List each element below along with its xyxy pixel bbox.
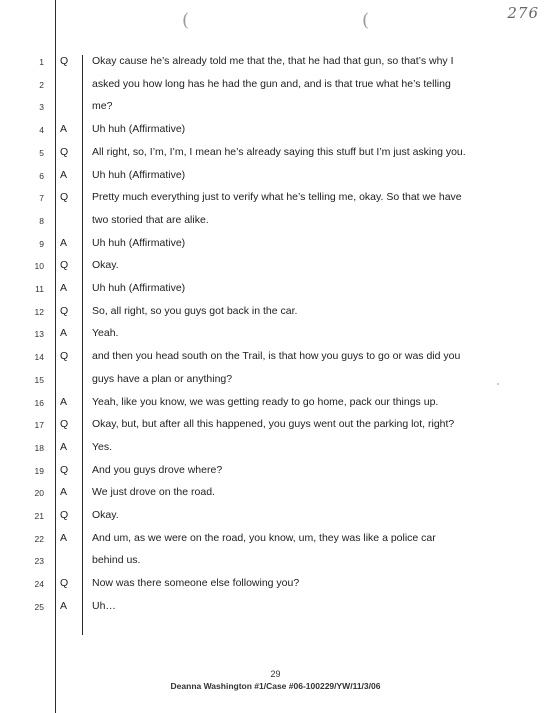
line-number: 21 bbox=[34, 511, 44, 521]
line-number: 18 bbox=[34, 442, 44, 453]
transcript-line bbox=[0, 325, 551, 347]
transcript-line bbox=[0, 257, 551, 279]
line-number: 7 bbox=[39, 193, 44, 204]
transcript-line bbox=[0, 144, 551, 166]
speaker-label: Q bbox=[60, 304, 69, 317]
line-text: Uh… bbox=[92, 599, 116, 612]
transcript-line bbox=[0, 575, 551, 597]
scan-mark: ( bbox=[362, 10, 370, 31]
line-number: 8 bbox=[39, 215, 44, 226]
transcript-line bbox=[0, 394, 551, 416]
transcript-line bbox=[0, 439, 551, 461]
speaker-label: A bbox=[60, 440, 68, 453]
line-text: Yeah. bbox=[92, 327, 119, 340]
transcript-line bbox=[0, 598, 551, 620]
transcript-line bbox=[0, 371, 551, 393]
line-number: 6 bbox=[39, 170, 44, 181]
line-number: 17 bbox=[34, 420, 44, 431]
transcript-line bbox=[0, 348, 551, 370]
transcript-line bbox=[0, 189, 551, 211]
line-text: Okay, but, but after all this happened, you guys went out the parking lot, right? bbox=[92, 418, 455, 431]
transcript-line bbox=[0, 98, 551, 120]
speaker-label: Q bbox=[60, 577, 69, 590]
line-text: Uh huh (Affirmative) bbox=[92, 168, 186, 181]
line-text: Okay. bbox=[92, 509, 119, 521]
line-text: Okay cause he’s already told me that the, that he had that gun, so that’s why I bbox=[92, 55, 454, 67]
line-number: 16 bbox=[34, 397, 44, 408]
line-number: 23 bbox=[34, 556, 44, 567]
speaker-label: A bbox=[60, 531, 68, 544]
speaker-label: Q bbox=[60, 55, 69, 67]
line-number: 14 bbox=[34, 352, 44, 363]
transcript-line bbox=[0, 484, 551, 506]
line-text: Yes. bbox=[92, 440, 113, 453]
speaker-label: A bbox=[60, 168, 68, 181]
speaker-label: A bbox=[60, 395, 68, 408]
line-text: Now was there someone else following you? bbox=[92, 577, 300, 590]
line-number: 11 bbox=[35, 284, 44, 294]
line-number: 19 bbox=[34, 465, 44, 476]
line-number: 3 bbox=[39, 102, 44, 113]
transcript-line bbox=[0, 76, 551, 98]
line-number: 20 bbox=[34, 488, 44, 499]
transcript-line bbox=[0, 416, 551, 438]
line-text: Uh huh (Affirmative) bbox=[92, 123, 186, 136]
line-text: All right, so, I’m, I’m, I mean he’s already saying this stuff but I’m just asking you. bbox=[92, 145, 466, 158]
speaker-label: A bbox=[60, 327, 68, 340]
line-text: behind us. bbox=[92, 554, 141, 567]
speaker-label: Q bbox=[60, 259, 69, 272]
transcript-line bbox=[0, 212, 551, 234]
speaker-label: Q bbox=[60, 191, 69, 204]
line-number: 12 bbox=[34, 306, 44, 317]
scan-speck bbox=[497, 383, 499, 385]
line-text: me? bbox=[92, 100, 113, 113]
line-text: Pretty much everything just to verify what he’s telling me, okay. So that we have bbox=[92, 191, 462, 204]
footer-page-number: 29 bbox=[270, 669, 281, 679]
speaker-label: A bbox=[60, 486, 68, 499]
line-text: And you guys drove where? bbox=[92, 463, 223, 476]
transcript-line bbox=[0, 121, 551, 143]
line-number: 22 bbox=[34, 533, 44, 544]
line-text: two storied that are alike. bbox=[92, 213, 209, 226]
line-number: 24 bbox=[34, 579, 44, 590]
line-text: Yeah, like you know, we was getting ready to go home, pack our things up. bbox=[92, 395, 439, 408]
line-number: 2 bbox=[39, 79, 44, 90]
line-number: 5 bbox=[39, 147, 44, 158]
line-number: 4 bbox=[39, 125, 44, 136]
line-number: 10 bbox=[34, 261, 44, 272]
speaker-label: A bbox=[60, 236, 68, 249]
line-text: And um, as we were on the road, you know, um, they was like a police car bbox=[92, 531, 436, 544]
line-text: asked you how long has he had the gun and, and is that true what he’s telling bbox=[92, 77, 451, 90]
speaker-label: Q bbox=[60, 350, 69, 363]
line-text: guys have a plan or anything? bbox=[92, 372, 233, 385]
handwritten-page-number: 276 bbox=[507, 4, 539, 22]
line-text: So, all right, so you guys got back in the car. bbox=[92, 304, 298, 317]
transcript-line bbox=[0, 280, 551, 302]
transcript-line bbox=[0, 530, 551, 552]
transcript-line bbox=[0, 53, 551, 75]
line-number: 1 bbox=[39, 57, 44, 67]
line-text: We just drove on the road. bbox=[92, 486, 215, 499]
footer-caption: Deanna Washington #1/Case #06-100229/YW/11/3/06 bbox=[170, 681, 381, 691]
line-number: 25 bbox=[34, 601, 44, 612]
line-text: Okay. bbox=[92, 259, 119, 272]
speaker-label: A bbox=[60, 282, 68, 294]
line-number: 9 bbox=[39, 238, 44, 249]
speaker-label: Q bbox=[60, 145, 69, 158]
line-number: 13 bbox=[34, 329, 44, 340]
transcript-line bbox=[0, 507, 551, 529]
line-text: Uh huh (Affirmative) bbox=[92, 236, 186, 249]
transcript-line bbox=[0, 303, 551, 325]
speaker-label: A bbox=[60, 599, 68, 612]
line-text: Uh huh (Affirmative) bbox=[92, 282, 186, 294]
scan-mark: ( bbox=[182, 10, 190, 31]
transcript-line bbox=[0, 552, 551, 574]
speaker-label: Q bbox=[60, 509, 69, 521]
speaker-label: A bbox=[60, 123, 68, 136]
transcript-line bbox=[0, 235, 551, 257]
transcript-line bbox=[0, 167, 551, 189]
transcript-line bbox=[0, 462, 551, 484]
line-number: 15 bbox=[34, 374, 44, 385]
line-text: and then you head south on the Trail, is that how you guys to go or was did you bbox=[92, 350, 461, 363]
speaker-label: Q bbox=[60, 418, 69, 431]
speaker-label: Q bbox=[60, 463, 69, 476]
